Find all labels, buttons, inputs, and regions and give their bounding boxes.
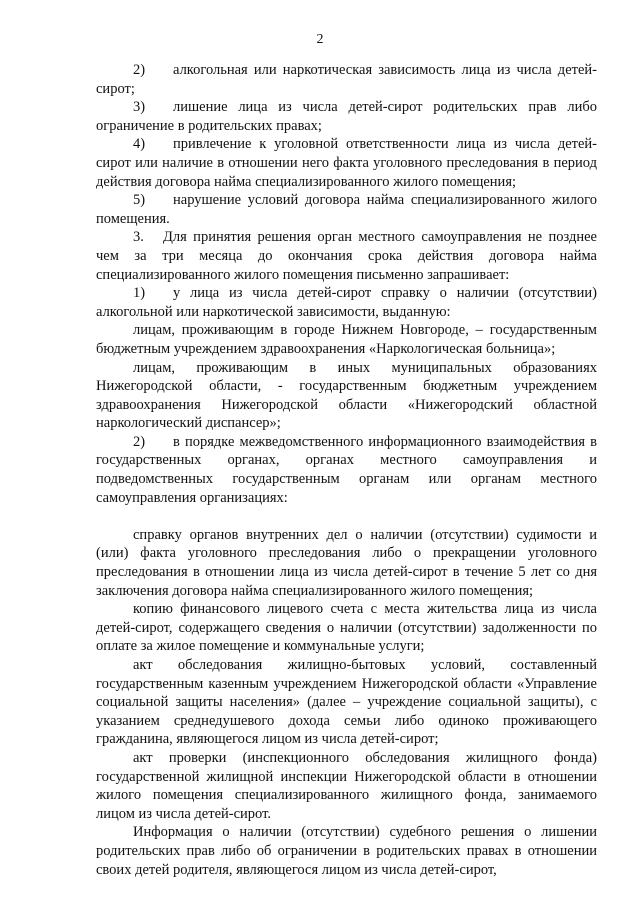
paragraph-text: Для принятия решения орган местного самоуправления не позднее чем за три месяца до окончания срока действия договора найма специализированного жилого помещения письменно запрашивает:	[96, 229, 597, 283]
item-number: 1)	[133, 285, 146, 302]
paragraph-text-block: Информация о наличии (отсутствии) судебного решения о лишении родительских прав либо об ограничении в родительских правах в отношении своих детей родителя, являющегося лицом из числа детей-сирот,	[96, 824, 597, 878]
item-number: 4)	[133, 136, 146, 153]
paragraph-subitem-2	[96, 433, 597, 507]
paragraph-text: нарушение условий договора найма специализированного жилого помещения.	[96, 192, 597, 227]
paragraph-text: лишение лица из числа детей-сирот родительских прав либо ограничение в родительских правах;	[96, 99, 597, 134]
section-number: 3.	[133, 229, 144, 246]
page-number: 2	[316, 32, 324, 47]
paragraph-text: у лица из числа детей-сирот справку о наличии (отсутствии) алкогольной или наркотической зависимости, выданную:	[96, 285, 597, 320]
paragraph-text-block: справку органов внутренних дел о наличии (отсутствии) судимости и (или) факта уголовного преследования либо о прекращении уголовного преследования в отношении лица из числа детей-сирот в течение 5 лет со дня заключения договора найма специализированного жилого помещения;	[96, 526, 597, 599]
item-number: 3)	[133, 99, 146, 116]
paragraph-text-block: акт проверки (инспекционного обследования жилищного фонда) государственной жилищной инспекции Нижегородской области в отношении жилого помещения специализированного жилищного фонда, занимаемого лицом из числа детей-сирот.	[96, 749, 597, 822]
item-number: 2)	[133, 433, 146, 450]
paragraph-text-block: лицам, проживающим в городе Нижнем Новгороде, – государственным бюджетным учреждением здравоохранения «Наркологическая больница»;	[96, 322, 597, 357]
paragraph-item-2	[96, 61, 597, 98]
paragraph-section-3	[96, 228, 597, 284]
paragraph-item-3	[96, 98, 597, 135]
paragraph-item-5	[96, 191, 597, 228]
paragraph-text: в порядке межведомственного информационного взаимодействия в государственных органах, органах местного самоуправления и подведомственных государственным органам или органам местного самоуправления организациях:	[96, 433, 597, 506]
paragraph-text: алкогольная или наркотическая зависимость лица из числа детей-сирот;	[96, 62, 597, 97]
paragraph-text-block: акт обследования жилищно-бытовых условий, составленный государственным казенным учреждением Нижегородской области «Управление социальной защиты населения» (далее – учреждение социальной защиты), с указанием среднедушевого дохода семьи либо одиноко проживающего гражданина, являющегося лицом из числа детей-сирот;	[96, 657, 597, 748]
paragraph-text-block: копию финансового лицевого счета с места жительства лица из числа детей-сирот, содержащего сведения о наличии (отсутствии) задолженности по оплате за жилое помещение и коммунальные услуги;	[96, 601, 597, 655]
paragraph-text-block: лицам, проживающим в иных муниципальных образованиях Нижегородской области, - государственным бюджетным учреждением здравоохранения Нижегородской области «Нижегородский областной наркологический диспансер»;	[96, 359, 597, 432]
paragraph-text: привлечение к уголовной ответственности лица из числа детей-сирот или наличие в отношении него факта уголовного преследования в период действия договора найма специализированного жилого помещения;	[96, 136, 597, 190]
document-body	[96, 61, 597, 879]
paragraph-spacer	[96, 507, 597, 526]
item-number: 5)	[133, 192, 146, 209]
paragraph-subitem-1	[96, 284, 597, 321]
item-number: 2)	[133, 62, 146, 78]
paragraph-item-4	[96, 135, 597, 191]
